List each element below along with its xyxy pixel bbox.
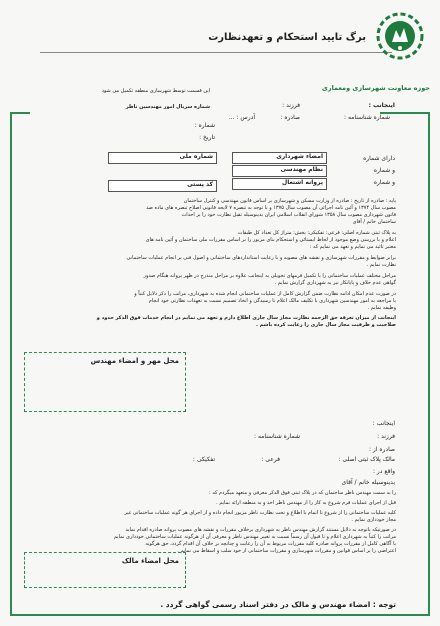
municipality-sig-box[interactable] bbox=[232, 152, 327, 164]
paragraph-line: به پلاک ثبتی شماره اصلی: فرعی: تفکیکی: بخش: متراژ کل تعداد کل طبقات bbox=[237, 230, 396, 236]
applicant-field[interactable]: اینجانب : bbox=[368, 102, 395, 109]
serial-label: شماره سریال امور مهندسین ناظر bbox=[125, 104, 210, 110]
frame-left bbox=[10, 112, 12, 616]
deputy-label: حوزه معاونت شهرسازی ومعماری bbox=[321, 84, 430, 92]
engineering-org-box[interactable] bbox=[232, 165, 327, 177]
postal-code-box[interactable] bbox=[108, 180, 217, 192]
owner-issued[interactable]: صادره از : bbox=[368, 446, 395, 453]
paragraph-line: مراحل مختلف عملیات ساختمانی را با تکمیل فرمهای تحویلی به اینجانب علاوه بر مراحل مندرج در ظهر پروانه هنگام صدور bbox=[143, 273, 396, 279]
paragraph-line: اعلام و با بررسی وضع موجود از لحاظ ایستائی و استحکام بنای مزبور را بر اساس مقررات ملی ساختمان و آئین نامه های bbox=[145, 237, 396, 243]
fee-note-line: صلاحیت و ظرفیت مجاز سال جاری را رعایت کرده باشم . bbox=[256, 322, 396, 328]
owner-line: را به سمت مهندس ناظر ساختمان که در پلاک ثبتی فوق الذکر معرفی و متعهد میگردم که : bbox=[209, 490, 396, 496]
page-title: برگ تایید استحکام و تعهدنظارت bbox=[208, 32, 366, 43]
owner-line: کلیه عملیات ساختمانی را از شروع تا اتمام با اطلاع و تحت نظارت ناظر مزبور انجام داده و از اجرای هر گونه عملیات ساختمانی غیر bbox=[124, 510, 396, 516]
id-number-field[interactable]: شماره شناسنامه : bbox=[344, 114, 390, 121]
paragraph-line: گواهی عدم خلاف و پایانکار نیز به شهرداری گزارش نمایم . bbox=[274, 280, 396, 286]
owner-sub[interactable]: فرعی : bbox=[261, 456, 280, 463]
owner-son-of[interactable]: فرزند : bbox=[377, 433, 395, 440]
owner-seal-label: محل امضاء مالک bbox=[121, 557, 179, 565]
paragraph-line: ساختمان خانم / آقای bbox=[352, 219, 396, 225]
footer-note: توجه : امضاء مهندس و مالک در دفتر اسناد رسمی گواهی گردد . bbox=[160, 600, 396, 609]
owner-hereby[interactable]: بدینوسیله خانم / آقای bbox=[341, 479, 395, 486]
municipality-sig-label: امضاء شهرداری bbox=[276, 153, 323, 160]
postal-code-label: کد پستی bbox=[187, 181, 213, 188]
engineer-seal-box[interactable] bbox=[24, 352, 186, 412]
owner-applicant[interactable]: اینجانب : bbox=[372, 420, 395, 427]
paragraph-line: نظارت نمایم . bbox=[366, 262, 396, 268]
and-number-label: و شماره bbox=[373, 167, 395, 174]
fee-note-line: اینجانب از میزان تعرفه حق الزحمه نظارت مجاز سال جاری اطلاع دارم و تعهد می نمایم در انجام خدمات فوق الذکر حدود و bbox=[96, 315, 396, 321]
owner-line: با آگاهی کامل از مقررات پروانه صادره کلیه مقررات مربوط به آن را رعایت و چنانچه بر خلاف آن اقدام گردد، حق هرگونه bbox=[145, 541, 396, 547]
paragraph-line: در صورت عدم امکان ادامه نظارت ضمن گزارش کامل از عملیات ساختمانی انجام شده به شهرداری، مراتب را ذکر دلایل کتباً و bbox=[134, 291, 396, 297]
and-number-label-2: و شماره bbox=[373, 179, 395, 186]
national-number-label: شماره ملی bbox=[179, 153, 213, 160]
owner-line: در صورتیکه باتوجه به دلایل مستند گزارش مهندس ناظر به شهرداری برخلاف مقررات و نقشه های مصوب پروانه صادره اقدام نماید bbox=[125, 527, 396, 533]
utilization-permit-label: پروانه اشتغال bbox=[281, 179, 323, 186]
owner-line: اعتراضی را بر اساس قوانین و مقررات شهرسازی و مقررات ساختمانی از خود سلب و اسقاط می نمایم . bbox=[177, 548, 396, 554]
owner-plate[interactable]: مالک پلاک ثبتی اصلی : bbox=[338, 456, 395, 463]
municipality-logo bbox=[372, 8, 428, 64]
owner-line: قبل از اجرای عملیات فرم شروع به کار را از مهندس ناظر اخذ و به منطقه ارائه نمایم . bbox=[216, 500, 396, 506]
engineer-seal-label: محل مهر و امضاء مهندس bbox=[90, 357, 179, 365]
paragraph-line: وظیفه نمایم . bbox=[367, 305, 396, 311]
address-field[interactable]: آدرس : ... bbox=[228, 114, 255, 121]
issued-field[interactable]: صادره : bbox=[280, 114, 300, 121]
father-field[interactable]: فرزند : bbox=[282, 102, 300, 109]
date-field[interactable]: تاریخ : bbox=[199, 134, 215, 141]
owner-seal-box[interactable] bbox=[24, 552, 186, 588]
paragraph-line: قانون شهرداری مصوب سال ۱۳۵۸ شورای انقلاب اسلامی ایران بدینوسیله تقبل نظارت خود را بر احداث bbox=[181, 212, 396, 218]
owner-split[interactable]: تفکیکی : bbox=[192, 456, 215, 463]
zone-note: این قسمت توسط شهرسازی منطقه تکمیل می شود bbox=[101, 88, 210, 94]
header-rule bbox=[40, 52, 392, 53]
paragraph-line: مصوب سال ۱۳۷۴ و آئین نامه اجرائی آن مصوب سال ۱۳۷۵ و با توجه به تبصره ۷ لایحه قانونی اصلاح تبصره های ماده صد bbox=[146, 205, 396, 211]
owner-commitments bbox=[24, 490, 396, 555]
frame-right bbox=[428, 112, 430, 616]
owner-id-number[interactable]: شماره شناسنامه : bbox=[254, 433, 300, 440]
paragraph-line: معتبر تائید می نمایم و تعهد می نمایم که : bbox=[309, 244, 396, 250]
number-field[interactable]: شماره : bbox=[194, 122, 215, 129]
utilization-permit-box[interactable] bbox=[232, 178, 327, 190]
paragraph-line: پایه : صادره از تاریخ : صادره از وزارت مسکن و شهرسازی بر اساس قانون مهندسی و کنترل ساختمان bbox=[183, 198, 396, 204]
commitment-paragraphs bbox=[24, 198, 396, 329]
owner-number-label: دارای شماره bbox=[363, 155, 395, 162]
frame-bottom bbox=[10, 614, 430, 616]
national-number-box[interactable] bbox=[108, 152, 217, 164]
paragraph-line: برابر ضوابط و مقررات شهرسازی و نقشه های مصوبه و با رعایت استانداردهای ساختمانی و اصول فنی بر انجام عملیات ساختمانی bbox=[126, 255, 396, 261]
owner-line: مجاز خودداری نمایم . bbox=[351, 517, 396, 523]
owner-line: مراتب را کتباً به شهرداری اعلام و تا قبول آن رسماً نسبت به تغییر مهندس ناظر و معرفی آن از هرگونه عملیات ساختمانی خودداری نمایم bbox=[113, 534, 396, 540]
frame-top-left bbox=[10, 112, 30, 114]
paragraph-line: با مراجعه به امور مهندسین شهرداری با تکلیف مالک اعلام نا رسیدگی و اتخاذ تصمیم نسبت به تعهدات نظارتی خود انجام bbox=[148, 298, 396, 304]
owner-located[interactable]: واقع در : bbox=[372, 468, 395, 475]
engineering-org-label: نظام مهندسی bbox=[280, 166, 323, 173]
